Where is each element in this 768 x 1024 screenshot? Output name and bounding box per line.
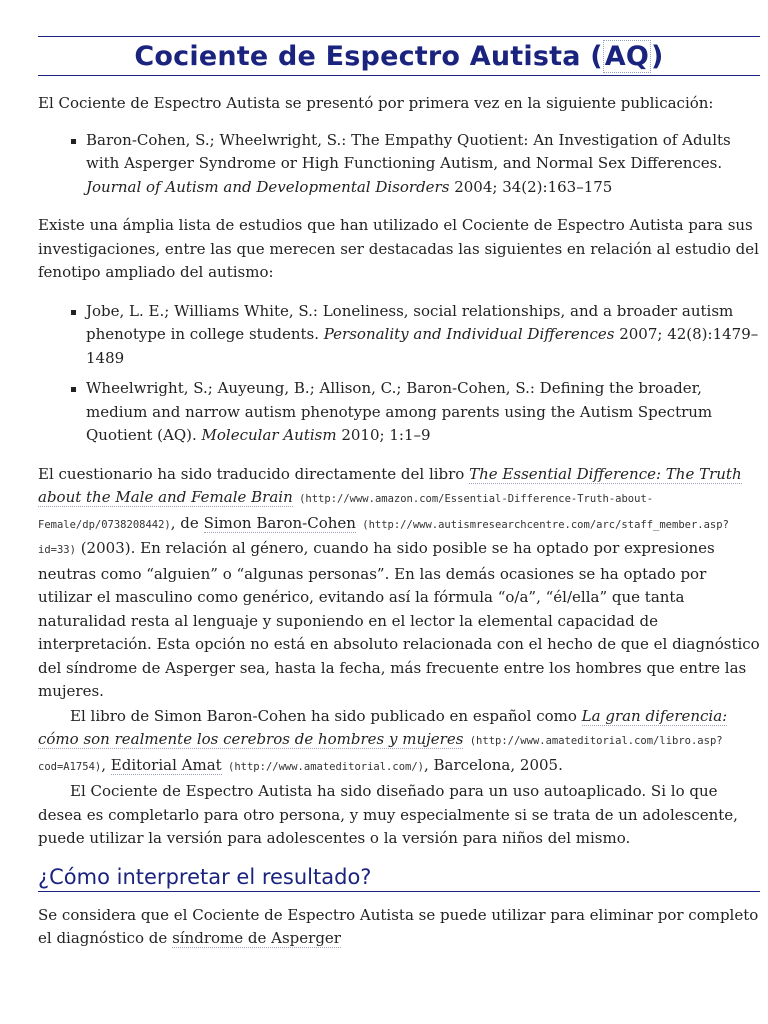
list-item: Baron-Cohen, S.; Wheelwright, S.: The Empathy Quotient: An Investigation of Adults with Asperger Syndrome or High Functioning Autism, and Normal Sex Differences. Journal of Autism and Developmental Disorders 2004; 34(2):163–175 xyxy=(38,129,760,200)
usage-paragraph: El Cociente de Espectro Autista ha sido diseñado para un uso autoaplicado. Si lo que desea es completarlo para otro persona, y muy especialmente si se trata de un adolescente, puede utilizar la versión para adolescentes o la versión para niños del mismo. xyxy=(38,782,738,847)
intro-paragraph: El Cociente de Espectro Autista se presentó por primera vez en la siguiente publicación: xyxy=(38,94,714,112)
title-abbreviation: AQ xyxy=(604,41,650,72)
bullet-icon xyxy=(71,387,76,392)
spanish-edition-paragraph: El libro de Simon Baron-Cohen ha sido publicado en español como La gran diferencia: cómo son realmente los cerebros de hombres y mujeres (http://www.amateditorial.com/libro.asp?cod=A1754), Editorial Amat (http://www.amateditorial.com/), Barcelona, 2005. xyxy=(38,706,728,774)
list-item: Jobe, L. E.; Williams White, S.: Loneliness, social relationships, and a broader autism phenotype in college students. Personality and Individual Differences 2007; 42(8):1479–1489 xyxy=(38,300,760,371)
asperger-syndrome-link[interactable]: síndrome de Asperger xyxy=(172,929,341,947)
publisher-url: (http://www.amateditorial.com/) xyxy=(221,760,424,773)
bullet-icon xyxy=(71,310,76,315)
studies-paragraph: Existe una ámplia lista de estudios que han utilizado el Cociente de Espectro Autista para sus investigaciones, entre las que merecen ser destacadas las siguientes en relación al estudio del fenotipo ampliado del autismo: xyxy=(38,216,759,281)
bullet-icon xyxy=(71,139,76,144)
publisher-link-editorial-amat[interactable]: Editorial Amat xyxy=(110,755,222,774)
studies-list xyxy=(38,300,760,448)
section-heading-interpret: ¿Cómo interpretar el resultado? xyxy=(38,865,760,892)
spanish-book-url: (http://www.amateditorial.com/libro.asp?cod=A1754) xyxy=(38,735,723,773)
interpretation-paragraph: Se considera que el Cociente de Espectro Autista se puede utilizar para eliminar por completo el diagnóstico de síndrome de Asperger xyxy=(38,905,759,947)
journal-title: Personality and Individual Differences xyxy=(323,325,615,343)
translation-paragraph: El cuestionario ha sido traducido directamente del libro The Essential Difference: The Truth about the Male and Female Brain (http://www.amazon.com/Essential-Difference-Truth-about-Female/dp/0738208442), de Simon Baron-Cohen (http://www.autismresearchcentre.com/arc/staff_member.asp?id=33) (2003). En relación al género, cuando ha sido posible se ha optado por expresiones neutras como “alguien” o “algunas personas”. En las demás ocasiones se ha optado por utilizar el masculino como genérico, evitando así la fórmula “o/a”, “él/ella” que tanta naturalidad resta al lenguaje y suponiendo en el lector la elemental capacidad de interpretación. Esta opción no está en absoluto relacionada con el hecho de que el diagnóstico del síndrome de Asperger sea, hasta la fecha, más frecuente entre los hombres que entre las mujeres. xyxy=(38,464,760,700)
book-link-essential-difference[interactable]: The Essential Difference: The Truth about the Male and Female Brain xyxy=(38,464,742,506)
journal-title: Molecular Autism xyxy=(201,426,337,444)
list-item: Wheelwright, S.; Auyeung, B.; Allison, C.; Baron-Cohen, S.: Defining the broader, medium and narrow autism phenotype among parents using the Autism Spectrum Quotient (AQ). Molecular Autism 2010; 1:1–9 xyxy=(38,377,760,448)
book-url: (http://www.amazon.com/Essential-Difference-Truth-about-Female/dp/0738208442) xyxy=(38,493,654,531)
title-bottom-rule xyxy=(38,75,760,76)
journal-title: Journal of Autism and Developmental Disorders xyxy=(86,177,450,196)
document-page xyxy=(38,0,760,951)
original-publication-list xyxy=(38,129,760,200)
author-link-baron-cohen[interactable]: Simon Baron-Cohen xyxy=(203,513,356,532)
book-link-gran-diferencia[interactable]: La gran diferencia: cómo son realmente los cerebros de hombres y mujeres xyxy=(38,706,728,748)
author-url: (http://www.autismresearchcentre.com/arc/staff_member.asp?id=33) xyxy=(38,518,729,556)
page-title: Cociente de Espectro Autista (AQ) xyxy=(134,41,664,72)
